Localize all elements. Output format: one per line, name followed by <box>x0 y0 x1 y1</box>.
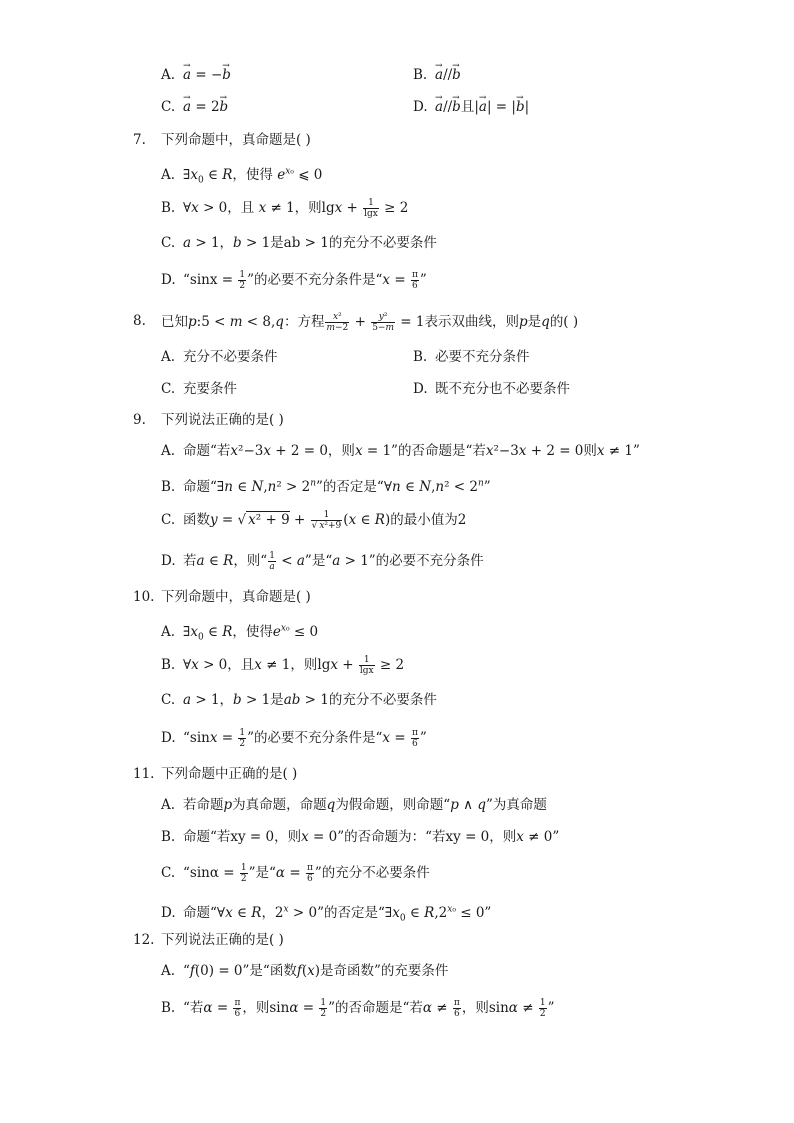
q6-option-a-text: → a = −→ b <box>183 67 231 83</box>
q8-option-a: A. 充分不必要条件 <box>161 349 278 365</box>
q10-option-d-text: “sinx = $\frac{1}{2}$ ”的必要不充分条件是“x = $\frac{\pi}{6}$ ” <box>183 728 427 749</box>
q11-option-a-text: 若命题p为真命题，命题q为假命题，则命题“p ∧ q”为真命题 <box>183 797 547 813</box>
q7-number: 7. <box>133 132 146 148</box>
q8-option-b: B. 必要不充分条件 <box>413 349 530 365</box>
q9-option-c-text: 函数y = √ x² + 9 + $\frac{1}{\text{√ x²+9}}$ (x ∈ R)的最小值为2 <box>183 510 467 531</box>
q7-option-d: D. “sinx = $\frac{1}{2}$ ”的必要不充分条件是“x = $\frac{\pi}{6}$ ” <box>161 270 427 291</box>
q7-option-c: C. a > 1，b > 1是ab > 1的充分不必要条件 <box>161 235 437 251</box>
q9-option-a-text: 命题“若x²−3x + 2 = 0，则x = 1”的否命题是“若x²−3x + 2 = 0则x ≠ 1” <box>183 443 640 459</box>
q6-option-b-text: → a//→ b <box>435 67 461 83</box>
q12-number: 12. <box>133 932 155 948</box>
q7-option-d-text: “sinx = $\frac{1}{2}$ ”的必要不充分条件是“x = $\frac{\pi}{6}$ ” <box>183 270 427 291</box>
q10-option-a: A. $\exists x_0$ ∈ R，使得$e^{x_0} \le 0$ <box>161 623 319 643</box>
q12-option-a-text: “f(0) = 0”是“函数f(x)是奇函数”的充要条件 <box>183 963 449 979</box>
q7-option-a-text: $\exists x_0$ ∈ R，使得 $e^{x_0}$ ⩽ 0 <box>183 166 323 186</box>
q10-option-a-text: $\exists x_0$ ∈ R，使得$e^{x_0} \le 0$ <box>183 623 319 643</box>
q9-option-d: D. 若a ∈ R，则“ $\frac{1}{a}$ < a”是“a > 1”的必要不充分条件 <box>161 551 484 572</box>
q11-option-a: A. 若命题p为真命题，命题q为假命题，则命题“p ∧ q”为真命题 <box>161 797 547 813</box>
q11-option-b: B. 命题“若xy = 0，则x = 0”的否命题为：“若xy = 0，则x ≠ 0” <box>161 829 560 845</box>
q7-stem: 下列命题中，真命题是( ) <box>161 132 311 148</box>
q12-option-b-text: “若α = $\frac{\pi}{6}$ ，则sinα = $\frac{1}{2}$ ”的否命题是“若α ≠ $\frac{\pi}{6}$ ，则sinα ≠ $\frac{1}{2}$ ” <box>183 998 555 1019</box>
q11-stem: 下列命题中正确的是( ) <box>161 766 298 782</box>
q7-option-b-text: ∀x > 0，且 x ≠ 1，则lgx + $\frac{1}{\lg x}$ ≥ 2 <box>183 198 409 219</box>
q11-option-b-text: 命题“若xy = 0，则x = 0”的否命题为：“若xy = 0，则x ≠ 0” <box>183 829 560 845</box>
q10-number: 10. <box>133 589 155 605</box>
q8-option-c: C. 充要条件 <box>161 381 237 397</box>
q11-option-d-text: 命题“∀x ∈ R，$2^x > 0$”的否定是“$\exists x_0$ ∈ $R,2^{x_0} \le 0$” <box>183 904 492 924</box>
q6-option-c: C.→ a = 2→ b <box>161 98 228 116</box>
q6-option-b: B.→ a//→ b <box>413 66 461 84</box>
q6-option-d: D.→ a//→ b且|→ a| = |→ b| <box>413 98 529 116</box>
q11-number: 11. <box>133 766 155 782</box>
q6-option-c-text: → a = 2→ b <box>183 99 228 115</box>
q10-option-c: C. a > 1，b > 1是ab > 1的充分不必要条件 <box>161 692 437 708</box>
q10-option-b: B. ∀x > 0，且x ≠ 1，则lgx + $\frac{1}{\lg x}$ ≥ 2 <box>161 655 405 676</box>
q7-option-b: B. ∀x > 0，且 x ≠ 1，则lgx + $\frac{1}{\lg x}$ ≥ 2 <box>161 198 409 219</box>
q6-option-a: A.→ a = −→ b <box>161 66 231 84</box>
q12-option-b: B. “若α = $\frac{\pi}{6}$ ，则sinα = $\frac{1}{2}$ ”的否命题是“若α ≠ $\frac{\pi}{6}$ ，则sinα ≠ $\frac{1}{2}$ ” <box>161 998 555 1019</box>
q10-option-c-text: a > 1，b > 1是ab > 1的充分不必要条件 <box>183 692 437 708</box>
q8-option-d: D. 既不充分也不必要条件 <box>413 381 570 397</box>
q9-option-b: B. 命题“∃n ∈ $N,n^2 > 2^n$”的否定是“∀n ∈ $N,n^2 < 2^n$” <box>161 478 491 495</box>
q10-option-b-text: ∀x > 0，且x ≠ 1，则lgx + $\frac{1}{\lg x}$ ≥ 2 <box>183 655 405 676</box>
q11-option-c: C. “sinα = $\frac{1}{2}$ ”是“α = $\frac{\pi}{6}$ ”的充分不必要条件 <box>161 863 430 884</box>
q9-stem: 下列说法正确的是( ) <box>161 412 284 428</box>
q7-option-c-text: a > 1，b > 1是ab > 1的充分不必要条件 <box>183 235 437 251</box>
q11-option-c-text: “sinα = $\frac{1}{2}$ ”是“α = $\frac{\pi}{6}$ ”的充分不必要条件 <box>183 863 430 884</box>
q8-stem: 已知p:5 < m < 8,q：方程 $\frac{\text{x²}}{m-2}$ + $\frac{\text{y²}}{5-m}$ = 1表示双曲线，则p是q的( ) <box>161 312 579 333</box>
q6-option-d-text: → a//→ b且|→ a| = |→ b| <box>435 99 529 115</box>
q9-option-a: A. 命题“若x²−3x + 2 = 0，则x = 1”的否命题是“若x²−3x + 2 = 0则x ≠ 1” <box>161 443 640 459</box>
q12-option-a: A. “f(0) = 0”是“函数f(x)是奇函数”的充要条件 <box>161 963 449 979</box>
q9-option-d-text: 若a ∈ R，则“ $\frac{1}{a}$ < a”是“a > 1”的必要不充分条件 <box>183 551 484 572</box>
q9-option-b-text: 命题“∃n ∈ $N,n^2 > 2^n$”的否定是“∀n ∈ $N,n^2 < 2^n$” <box>183 478 491 495</box>
q7-option-a: A. $\exists x_0$ ∈ R，使得 $e^{x_0}$ ⩽ 0 <box>161 166 323 186</box>
q12-stem: 下列说法正确的是( ) <box>161 932 284 948</box>
q8-number: 8. <box>133 313 146 329</box>
q10-option-d: D. “sinx = $\frac{1}{2}$ ”的必要不充分条件是“x = $\frac{\pi}{6}$ ” <box>161 728 427 749</box>
q9-option-c: C. 函数y = √ x² + 9 + $\frac{1}{\text{√ x²+9}}$ (x ∈ R)的最小值为2 <box>161 510 467 531</box>
q11-option-d: D. 命题“∀x ∈ R，$2^x > 0$”的否定是“$\exists x_0$ ∈ $R,2^{x_0} \le 0$” <box>161 904 492 924</box>
q9-number: 9. <box>133 412 146 428</box>
q10-stem: 下列命题中，真命题是( ) <box>161 589 311 605</box>
